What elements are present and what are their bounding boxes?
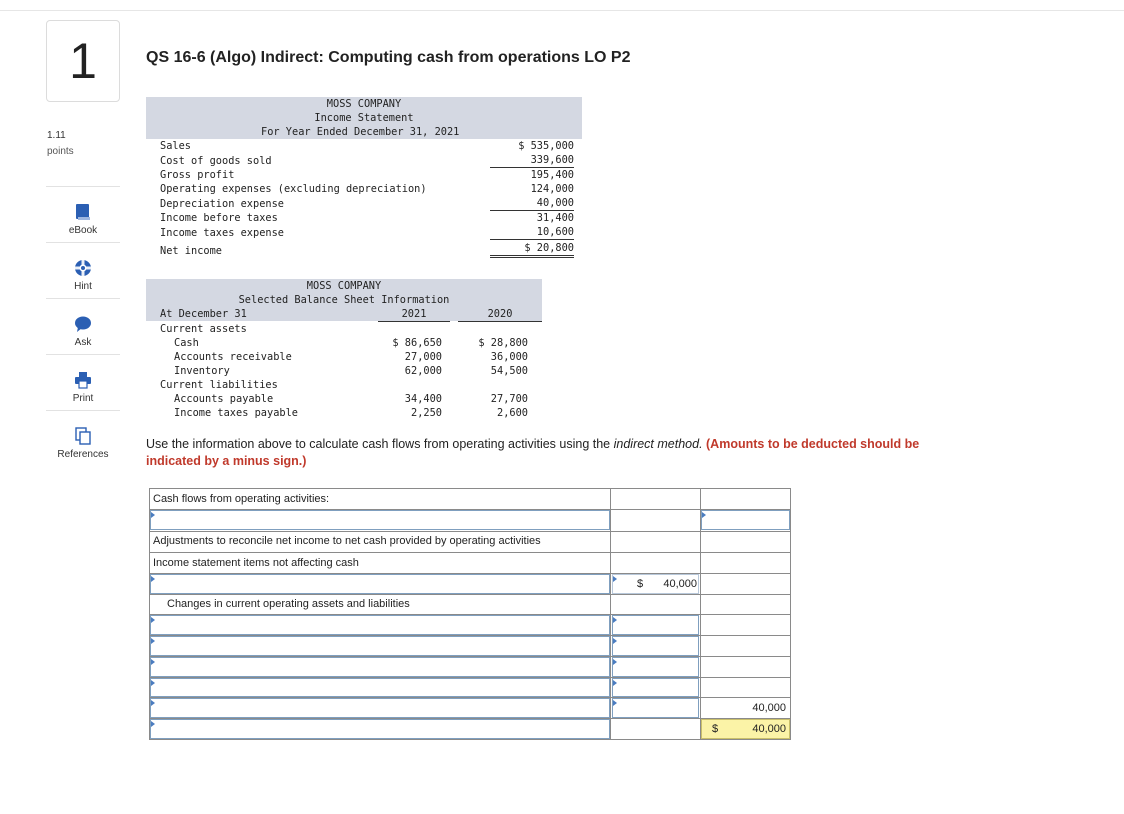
is-label-gross-profit: Gross profit	[160, 169, 235, 181]
total-currency: $	[712, 723, 719, 735]
is-title: Income Statement	[314, 112, 414, 124]
question-number	[46, 20, 120, 102]
instructions-method: indirect method.	[613, 437, 703, 451]
ebook-label: eBook	[68, 225, 98, 236]
bs-2020-ar: 36,000	[490, 351, 528, 363]
net-cash-label-input[interactable]	[150, 719, 610, 739]
change-value-input-5[interactable]	[612, 698, 699, 718]
speech-bubble-icon	[74, 315, 92, 333]
ebook-button[interactable]	[46, 186, 120, 242]
noncash-value: 40,000	[663, 578, 697, 590]
hint-label: Hint	[74, 281, 92, 292]
bs-col-2021: 2021	[378, 308, 450, 322]
print-label: Print	[72, 393, 94, 404]
bs-current-assets: Current assets	[160, 323, 247, 335]
grid-header: Cash flows from operating activities:	[153, 493, 330, 505]
is-label-income-taxes: Income taxes expense	[160, 227, 284, 239]
change-label-input-5[interactable]	[150, 698, 610, 718]
printer-icon	[74, 371, 92, 389]
bs-label-cash: Cash	[174, 337, 199, 349]
grid-changes-label: Changes in current operating assets and liabilities	[167, 598, 410, 610]
instructions-note: (Amounts to be deducted should be indicated by a minus sign.)	[146, 437, 920, 468]
is-value-income-before-taxes: 31,400	[536, 212, 574, 224]
noncash-item-label-input[interactable]	[150, 574, 610, 594]
question-title: QS 16-6 (Algo) Indirect: Computing cash from operations LO P2	[146, 49, 631, 66]
bs-current-liabilities: Current liabilities	[160, 379, 278, 391]
book-icon	[74, 203, 92, 221]
bs-2020-cash: $ 28,800	[478, 337, 528, 349]
bs-title: Selected Balance Sheet Information	[238, 294, 450, 306]
grid-row-sep	[149, 594, 791, 595]
documents-icon	[74, 427, 92, 445]
is-company: MOSS COMPANY	[326, 98, 402, 110]
bs-2020-ap: 27,700	[490, 393, 528, 405]
points-value: 1.11	[47, 130, 66, 141]
net-income-label-input[interactable]	[150, 510, 610, 530]
is-label-net-income: Net income	[160, 245, 222, 257]
bs-date-label: At December 31	[160, 308, 247, 320]
bs-label-inventory: Inventory	[174, 365, 230, 377]
bs-company: MOSS COMPANY	[306, 280, 382, 292]
is-value-gross-profit: 195,400	[530, 169, 574, 181]
noncash-item-value-input[interactable]	[612, 574, 699, 594]
bs-col-2020: 2020	[458, 308, 542, 322]
grid-row-sep	[149, 552, 791, 553]
top-divider	[0, 10, 1124, 11]
is-value-income-taxes: 10,600	[490, 226, 574, 240]
grid-adjustments-label: Adjustments to reconcile net income to net cash provided by operating activities	[153, 535, 541, 547]
change-label-input-2[interactable]	[150, 636, 610, 656]
net-income-value-input[interactable]	[701, 510, 790, 530]
noncash-currency: $	[637, 578, 644, 590]
bs-label-taxes-payable: Income taxes payable	[174, 407, 298, 419]
references-button[interactable]	[46, 410, 120, 466]
change-label-input-1[interactable]	[150, 615, 610, 635]
instructions-text: Use the information above to calculate cash flows from operating activities using the	[146, 437, 614, 451]
references-label: References	[57, 449, 109, 460]
bs-2021-inventory: 62,000	[404, 365, 442, 377]
change-value-input-1[interactable]	[612, 615, 699, 635]
points-label: points	[47, 146, 74, 157]
grid-noncash-label: Income statement items not affecting cash	[153, 557, 359, 569]
is-label-cogs: Cost of goods sold	[160, 155, 272, 167]
is-value-opex: 124,000	[530, 183, 574, 195]
instructions	[146, 436, 966, 470]
is-label-income-before-taxes: Income before taxes	[160, 212, 278, 224]
bs-2021-ap: 34,400	[404, 393, 442, 405]
bs-2021-cash: $ 86,650	[392, 337, 442, 349]
bs-label-ar: Accounts receivable	[174, 351, 292, 363]
is-label-depreciation: Depreciation expense	[160, 198, 284, 210]
total-value: 40,000	[752, 723, 786, 735]
question-number-text: 1	[69, 33, 97, 89]
ask-label: Ask	[74, 337, 92, 348]
bs-label-ap: Accounts payable	[174, 393, 274, 405]
grid-row-sep	[149, 531, 791, 532]
bs-2021-ar: 27,000	[404, 351, 442, 363]
change-value-input-3[interactable]	[612, 657, 699, 677]
ask-button[interactable]	[46, 298, 120, 354]
is-value-sales: $ 535,000	[518, 140, 574, 152]
is-value-net-income: $ 20,800	[490, 242, 574, 258]
change-value-input-4[interactable]	[612, 678, 699, 697]
is-period: For Year Ended December 31, 2021	[261, 126, 460, 138]
is-value-depreciation: 40,000	[490, 197, 574, 211]
is-label-sales: Sales	[160, 140, 191, 152]
lifebuoy-icon	[74, 259, 92, 277]
print-button[interactable]	[46, 354, 120, 410]
bs-2020-taxes-payable: 2,600	[497, 407, 528, 419]
adjustments-subtotal: 40,000	[752, 702, 786, 714]
bs-2021-taxes-payable: 2,250	[411, 407, 442, 419]
is-label-opex: Operating expenses (excluding depreciation)	[160, 183, 427, 195]
net-cash-total-cell	[701, 719, 790, 739]
change-value-input-2[interactable]	[612, 636, 699, 656]
is-value-cogs: 339,600	[490, 154, 574, 168]
hint-button[interactable]	[46, 242, 120, 298]
change-label-input-4[interactable]	[150, 678, 610, 697]
bs-2020-inventory: 54,500	[490, 365, 528, 377]
change-label-input-3[interactable]	[150, 657, 610, 677]
